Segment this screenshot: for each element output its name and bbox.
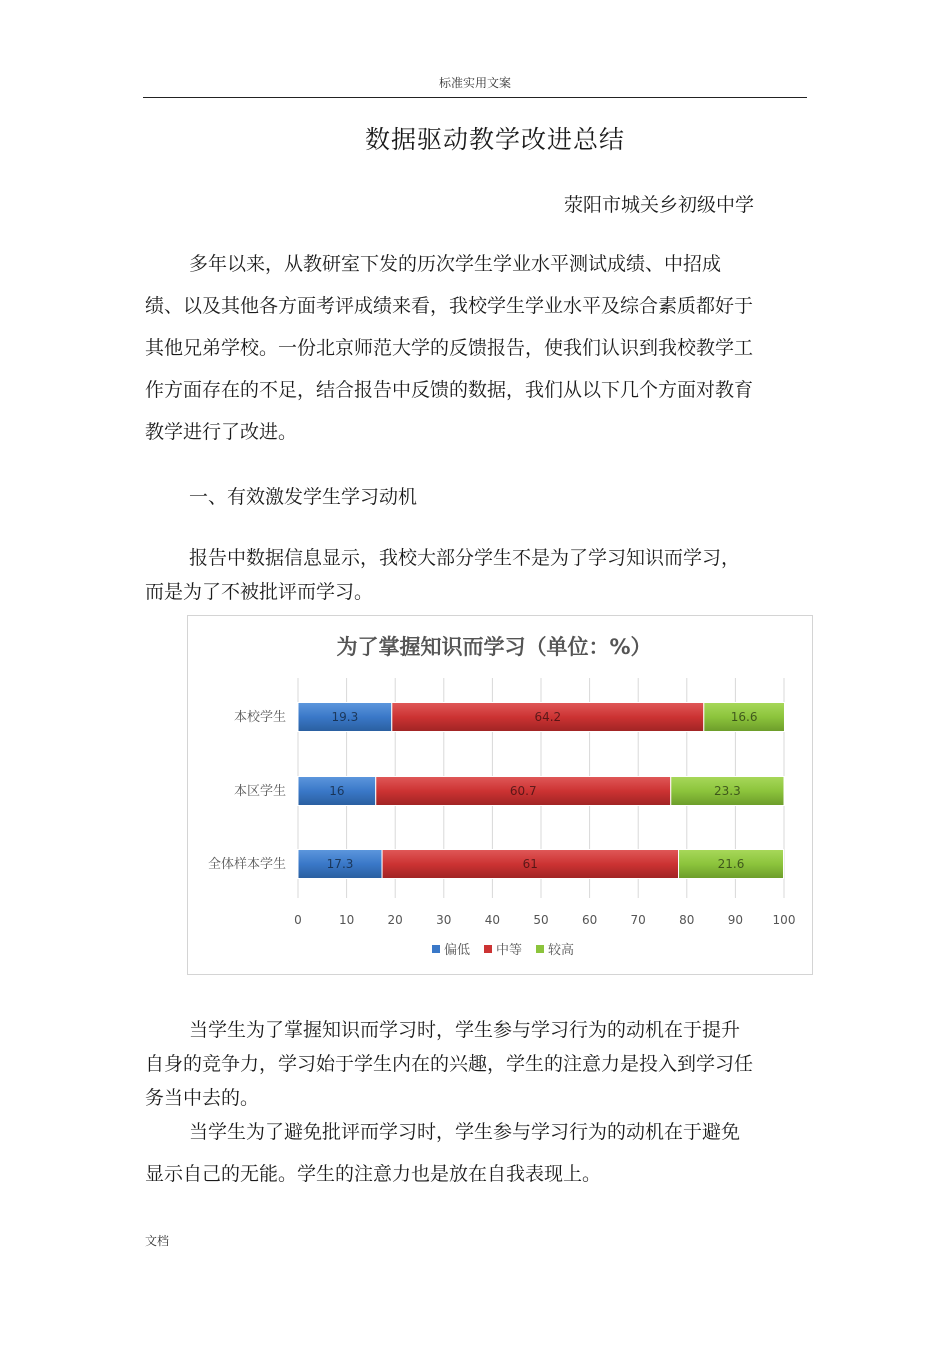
stacked-bar-chart	[188, 616, 812, 974]
legend-label: 偏低	[444, 943, 471, 958]
page-header: 标准实用文案	[438, 76, 511, 90]
page-footer: 文档	[145, 1234, 170, 1248]
section-heading: 一、有效激发学生学习动机	[189, 486, 418, 508]
header-rule	[143, 97, 807, 98]
data-label: 21.6	[717, 857, 745, 871]
legend-swatch	[432, 945, 440, 953]
chart-container	[187, 615, 813, 975]
document-title: 数据驱动教学改进总结	[364, 125, 625, 154]
y-category-label: 本校学生	[233, 710, 286, 725]
x-tick-label: 0	[294, 913, 302, 927]
x-tick-label: 20	[387, 913, 403, 927]
legend-label: 中等	[496, 943, 523, 958]
data-label: 64.2	[534, 710, 562, 724]
section-paragraph: 报告中数据信息显示，我校大部分学生不是为了学习知识而学习，而是为了不被批评而学习。	[145, 547, 741, 603]
x-tick-label: 10	[338, 913, 355, 927]
x-tick-label: 30	[436, 913, 452, 927]
after-chart-paragraph-2: 当学生为了避免批评而学习时，学生参与学习行为的动机在于避免显示自己的无能。学生的注意力也是放在自我表现上。	[145, 1121, 741, 1185]
document-organization: 荥阳市城关乡初级中学	[563, 194, 754, 216]
x-tick-label: 80	[679, 913, 695, 927]
data-label: 23.3	[714, 784, 741, 798]
y-category-label: 本区学生	[233, 784, 286, 799]
x-tick-label: 60	[581, 913, 598, 927]
data-label: 17.3	[326, 857, 354, 871]
chart-title: 为了掌握知识而学习（单位：%）	[336, 635, 652, 659]
x-tick-label: 40	[484, 913, 501, 927]
legend-label: 较高	[548, 943, 575, 958]
data-label: 60.7	[509, 784, 537, 798]
x-tick-label: 90	[727, 913, 744, 927]
legend-swatch	[484, 945, 492, 953]
legend-swatch	[536, 945, 544, 953]
data-label: 16.6	[730, 710, 758, 724]
intro-paragraph: 多年以来，从教研室下发的历次学生学业水平测试成绩、中招成绩、以及其他各方面考评成绩来看，我校学生学业水平及综合素质都好于其他兄弟学校。一份北京师范大学的反馈报告，使我们认识到我校教学工作方面存在的不足，结合报告中反馈的数据，我们从以下几个方面对教育教学进行了改进。	[145, 253, 754, 443]
y-category-label: 全体样本学生	[207, 857, 286, 872]
x-tick-label: 100	[772, 913, 796, 927]
data-label: 61	[522, 857, 538, 871]
after-chart-paragraph-1: 当学生为了掌握知识而学习时，学生参与学习行为的动机在于提升自身的竞争力，学习始于学生内在的兴趣，学生的注意力是投入到学习任务当中去的。	[145, 1019, 754, 1109]
data-label: 16	[329, 784, 345, 798]
x-tick-label: 70	[630, 913, 646, 927]
x-tick-label: 50	[533, 913, 549, 927]
data-label: 19.3	[331, 710, 359, 724]
